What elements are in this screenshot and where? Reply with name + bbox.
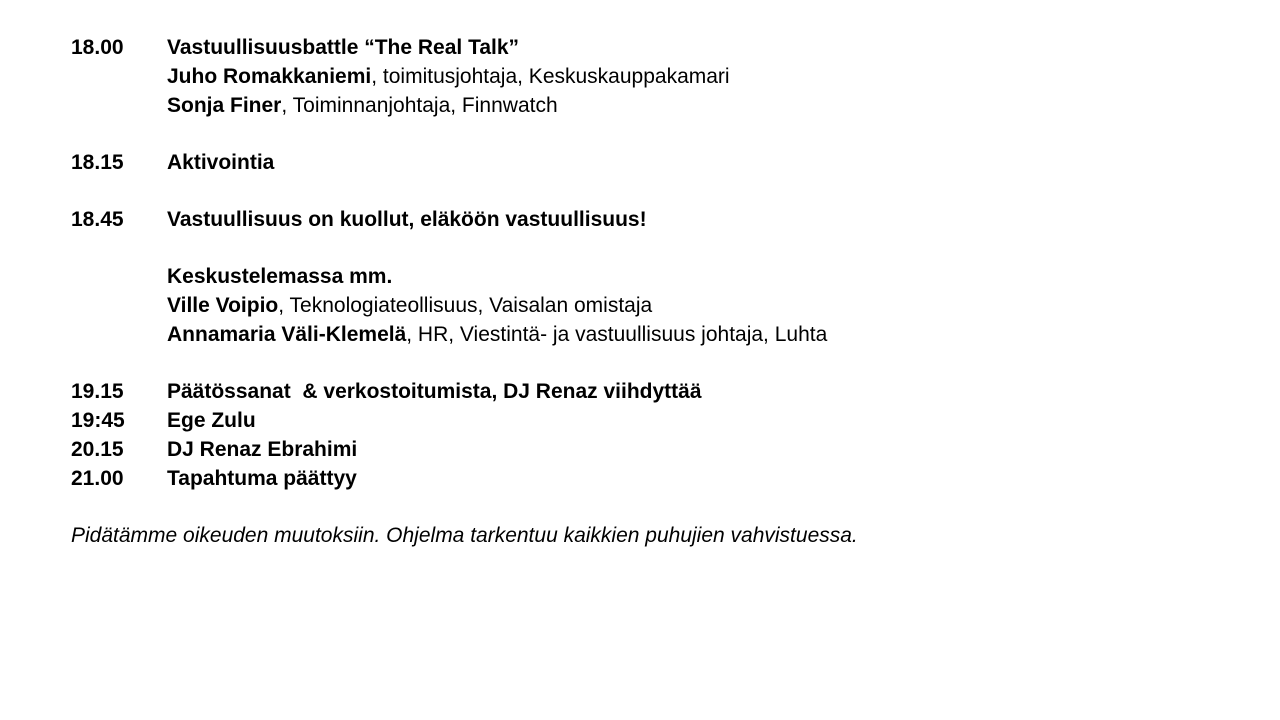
program-title: Vastuullisuus on kuollut, eläköön vastuullisuus!	[167, 208, 647, 231]
program-time: 18.00	[71, 36, 124, 59]
speaker-line	[71, 91, 1251, 120]
program-time: 19:45	[71, 409, 125, 432]
program-title: Vastuullisuusbattle “The Real Talk”	[167, 36, 520, 59]
speaker-name: Juho Romakkaniemi	[167, 65, 372, 88]
discussion-label: Keskustelemassa mm.	[167, 265, 393, 288]
program-item	[71, 464, 1251, 493]
speaker-role: , Toiminnanjohtaja, Finnwatch	[281, 94, 558, 117]
program-title: Ege Zulu	[167, 409, 256, 432]
program-time: 21.00	[71, 467, 124, 490]
program-item	[71, 148, 1251, 177]
program-title: Päätössanat & verkostoitumista, DJ Renaz viihdyttää	[167, 380, 702, 403]
program-title: Tapahtuma päättyy	[167, 467, 357, 490]
program-item	[71, 406, 1251, 435]
speaker-line	[71, 320, 1251, 349]
speaker-name: Sonja Finer	[167, 94, 282, 117]
program-time: 20.15	[71, 438, 124, 461]
speaker-role: , HR, Viestintä- ja vastuullisuus johtaja, Luhta	[406, 323, 828, 346]
speaker-line	[71, 291, 1251, 320]
program-item	[71, 33, 1251, 62]
program-title: DJ Renaz Ebrahimi	[167, 438, 358, 461]
program-item	[71, 377, 1251, 406]
speaker-role: , Teknologiateollisuus, Vaisalan omistaja	[278, 294, 653, 317]
speaker-role: , toimitusjohtaja, Keskuskauppakamari	[371, 65, 730, 88]
program-document	[71, 33, 1251, 550]
program-time: 18.45	[71, 208, 124, 231]
program-title: Aktivointia	[167, 151, 275, 174]
disclaimer-note: Pidätämme oikeuden muutoksiin. Ohjelma tarkentuu kaikkien puhujien vahvistuessa.	[71, 524, 858, 547]
speaker-name: Annamaria Väli-Klemelä	[167, 323, 407, 346]
speaker-name: Ville Voipio	[167, 294, 279, 317]
program-time: 18.15	[71, 151, 124, 174]
program-item	[71, 435, 1251, 464]
discussion-label-line	[71, 262, 1251, 291]
program-time: 19.15	[71, 380, 124, 403]
speaker-line	[71, 62, 1251, 91]
program-item	[71, 205, 1251, 234]
